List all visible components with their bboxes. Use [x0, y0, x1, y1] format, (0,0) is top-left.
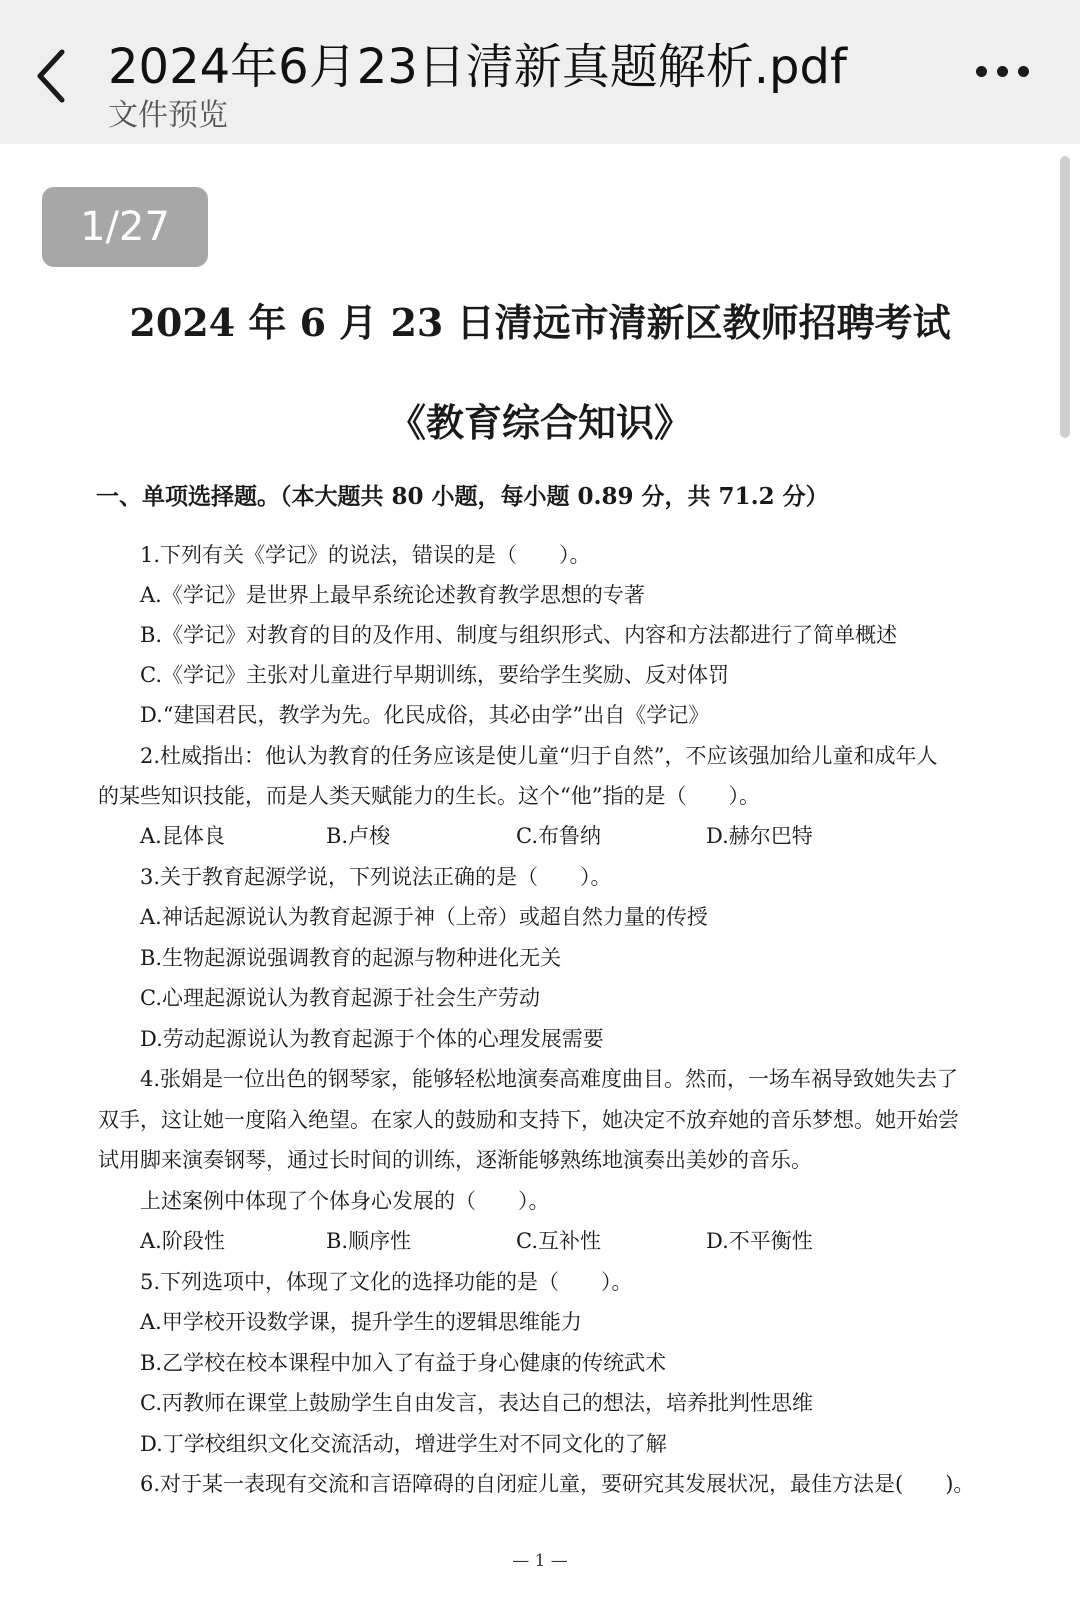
question-text: 1.下列有关《学记》的说法，错误的是（ ）。 [140, 543, 591, 567]
file-subtitle: 文件预览 [108, 98, 228, 133]
option-text: D.不平衡性 [706, 1229, 813, 1253]
section-heading: 一、单项选择题。（本大题共 80 小题，每小题 0.89 分，共 71.2 分） [96, 483, 829, 510]
option-text: D.劳动起源说认为教育起源于个体的心理发展需要 [140, 1027, 604, 1051]
option-text: C.互补性 [516, 1229, 601, 1253]
option-text: C.《学记》主张对儿童进行早期训练，要给学生奖励、反对体罚 [140, 663, 729, 687]
ellipsis-icon [997, 66, 1008, 77]
option-text: A.《学记》是世界上最早系统论述教育教学思想的专著 [140, 583, 645, 607]
page-number-footer: — 1 — [512, 1551, 568, 1571]
option-text: D.“建国君民，教学为先。化民成俗，其必由学”出自《学记》 [140, 703, 710, 727]
option-text: C.丙教师在课堂上鼓励学生自由发言，表达自己的想法，培养批判性思维 [140, 1391, 813, 1415]
question-text: 双手，这让她一度陷入绝望。在家人的鼓励和支持下，她决定不放弃她的音乐梦想。她开始尝 [98, 1108, 959, 1132]
top-navigation-bar [0, 0, 1080, 144]
option-text: B.顺序性 [326, 1229, 412, 1253]
chevron-left-icon [30, 44, 74, 108]
question-text: 4.张娟是一位出色的钢琴家，能够轻松地演奏高难度曲目。然而，一场车祸导致她失去了 [140, 1067, 959, 1091]
question-text: 5.下列选项中，体现了文化的选择功能的是（ ）。 [140, 1270, 633, 1294]
option-text: D.丁学校组织文化交流活动，增进学生对不同文化的了解 [140, 1432, 667, 1456]
back-button[interactable] [30, 44, 74, 108]
option-text: B.乙学校在校本课程中加入了有益于身心健康的传统武术 [140, 1351, 667, 1375]
option-text: D.赫尔巴特 [706, 824, 813, 848]
option-text: A.阶段性 [140, 1229, 225, 1253]
question-text: 上述案例中体现了个体身心发展的（ ）。 [140, 1189, 550, 1213]
more-options-button[interactable] [976, 62, 1056, 92]
document-title: 2024 年 6 月 23 日清远市清新区教师招聘考试 [129, 300, 951, 345]
question-text: 试用脚来演奏钢琴，通过长时间的训练，逐渐能够熟练地演奏出美妙的音乐。 [98, 1148, 812, 1172]
option-text: B.《学记》对教育的目的及作用、制度与组织形式、内容和方法都进行了简单概述 [140, 623, 898, 647]
option-text: B.生物起源说强调教育的起源与物种进化无关 [140, 946, 562, 970]
document-subject: 《教育综合知识》 [387, 400, 692, 445]
question-text: 2.杜威指出：他认为教育的任务应该是使儿童“归于自然”，不应该强加给儿童和成年人 [140, 744, 938, 768]
question-text: 的某些知识技能，而是人类天赋能力的生长。这个“他”指的是（ ）。 [98, 784, 760, 808]
page-indicator: 1/27 [42, 187, 208, 267]
ellipsis-icon [976, 66, 987, 77]
question-text: 6.对于某一表现有交流和言语障碍的自闭症儿童，要研究其发展状况，最佳方法是( )。 [140, 1472, 975, 1496]
option-text: A.神话起源说认为教育起源于神（上帝）或超自然力量的传授 [140, 905, 708, 929]
option-text: C.布鲁纳 [516, 824, 601, 848]
option-text: A.甲学校开设数学课，提升学生的逻辑思维能力 [140, 1310, 582, 1334]
question-text: 3.关于教育起源学说，下列说法正确的是（ ）。 [140, 865, 612, 889]
ellipsis-icon [1018, 66, 1029, 77]
file-title: 2024年6月23日清新真题解析.pdf [108, 39, 847, 95]
option-text: C.心理起源说认为教育起源于社会生产劳动 [140, 986, 540, 1010]
option-text: B.卢梭 [326, 824, 391, 848]
option-text: A.昆体良 [140, 824, 225, 848]
